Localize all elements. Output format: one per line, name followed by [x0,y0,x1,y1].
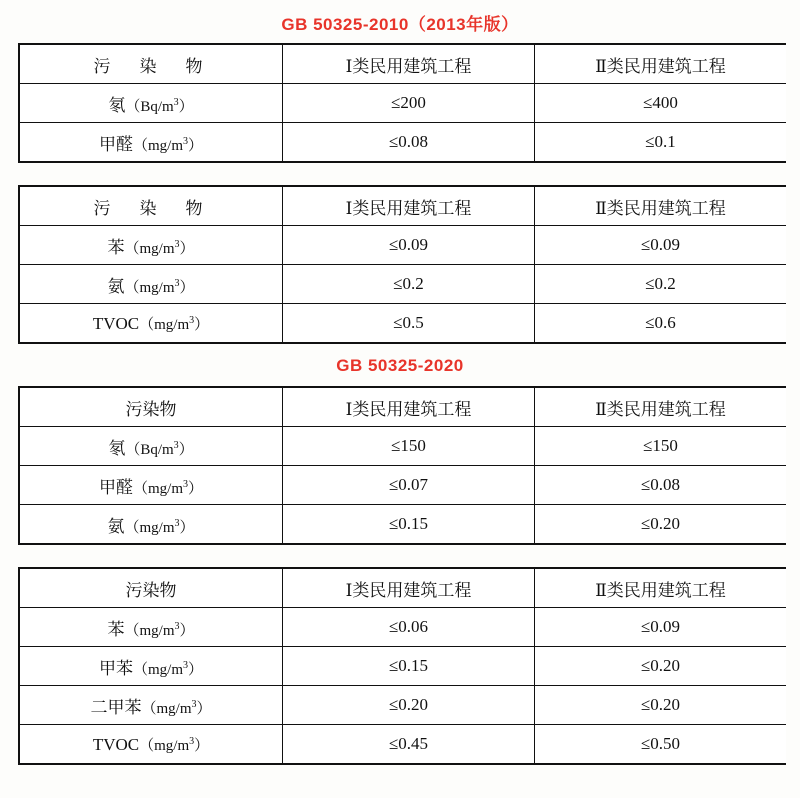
cell-value-class-2: ≤0.09 [535,226,787,265]
table-2010-benzene-ammonia-tvoc [18,185,786,344]
header-pollutant: 污 染 物 [20,45,283,84]
cell-pollutant [20,304,283,343]
cell-value-class-1: ≤200 [283,84,535,123]
pollutant-unit: $(Bq/m^3)$ [125,96,194,115]
cell-pollutant [20,686,283,725]
cell-value-class-2: ≤0.50 [535,725,787,764]
cell-value-class-2: ≤0.09 [535,608,787,647]
pollutant-unit: $(mg/m^3)$ [124,620,195,639]
header-class-2: Ⅱ类民用建筑工程 [535,388,787,427]
table-spacer [18,545,782,567]
table-row [20,647,786,686]
cell-value-class-2: ≤0.1 [535,123,787,162]
header-class-2: Ⅱ类民用建筑工程 [535,187,787,226]
cell-value-class-2: ≤0.20 [535,647,787,686]
pollutant-name: 甲苯 [98,658,133,678]
pollutant-unit: $(mg/m^3)$ [124,277,195,296]
cell-value-class-1: ≤0.06 [283,608,535,647]
cell-pollutant [20,647,283,686]
pollutant-name: TVOC [92,313,140,333]
cell-value-class-1: ≤0.5 [283,304,535,343]
cell-value-class-1: ≤0.15 [283,647,535,686]
cell-value-class-1: ≤0.45 [283,725,535,764]
table-row [20,505,786,544]
table-2020-radon-formaldehyde-ammonia [18,386,786,545]
table-2010-radon-formaldehyde [18,43,786,163]
cell-value-class-2: ≤0.20 [535,686,787,725]
cell-pollutant [20,123,283,162]
table-row [20,265,786,304]
header-class-1: Ⅰ类民用建筑工程 [283,569,535,608]
cell-pollutant [20,265,283,304]
pollutant-name: 氨 [107,276,125,296]
cell-value-class-1: ≤0.07 [283,466,535,505]
pollutant-name: 氡 [108,95,126,115]
cell-value-class-1: ≤0.20 [283,686,535,725]
cell-value-class-2: ≤0.08 [535,466,787,505]
header-pollutant: 污染物 [20,388,283,427]
table-row [20,608,786,647]
header-class-2: Ⅱ类民用建筑工程 [535,569,787,608]
header-class-1: Ⅰ类民用建筑工程 [283,187,535,226]
pollutant-unit: $(mg/m^3)$ [124,517,195,536]
table-row [20,84,786,123]
table-spacer [18,163,782,185]
cell-pollutant [20,608,283,647]
cell-value-class-1: ≤0.09 [283,226,535,265]
pollutant-name: TVOC [92,734,140,754]
section-title-2020: GB 50325-2020 [336,356,464,375]
pollutant-unit: $(mg/m^3)$ [132,478,204,497]
table-header-row [20,388,786,427]
pollutant-unit: $(Bq/m^3)$ [125,439,194,458]
cell-pollutant [20,725,283,764]
pollutant-name: 氡 [108,438,126,458]
cell-value-class-1: ≤0.15 [283,505,535,544]
pollutant-name: 苯 [107,237,125,257]
header-class-2: Ⅱ类民用建筑工程 [535,45,787,84]
table-row [20,304,786,343]
cell-pollutant [20,505,283,544]
section-title-2010: GB 50325-2010（2013年版） [281,15,519,34]
table-row [20,427,786,466]
pollutant-name: 甲醛 [98,134,133,154]
cell-pollutant [20,226,283,265]
table-header-row [20,45,786,84]
cell-value-class-1: ≤150 [283,427,535,466]
cell-value-class-2: ≤0.6 [535,304,787,343]
table-row [20,466,786,505]
pollutant-name: 二甲苯 [90,697,142,717]
cell-value-class-1: ≤0.2 [283,265,535,304]
pollutant-name: 甲醛 [98,477,133,497]
table-row [20,226,786,265]
cell-pollutant [20,84,283,123]
cell-value-class-2: ≤150 [535,427,787,466]
pollutant-name: 氨 [107,516,125,536]
table-row [20,686,786,725]
cell-value-class-2: ≤400 [535,84,787,123]
pollutant-unit: $(mg/m^3)$ [139,314,210,333]
header-class-1: Ⅰ类民用建筑工程 [283,388,535,427]
table-row [20,123,786,162]
cell-value-class-2: ≤0.2 [535,265,787,304]
pollutant-name: 苯 [107,619,125,639]
header-pollutant: 污染物 [20,569,283,608]
table-header-row [20,569,786,608]
header-pollutant: 污 染 物 [20,187,283,226]
cell-pollutant [20,466,283,505]
table-2020-benzene-toluene-xylene-tvoc [18,567,786,765]
pollutant-unit: $(mg/m^3)$ [132,135,204,154]
table-header-row [20,187,786,226]
pollutant-unit: $(mg/m^3)$ [139,735,210,754]
cell-value-class-2: ≤0.20 [535,505,787,544]
pollutant-unit: $(mg/m^3)$ [132,659,204,678]
cell-pollutant [20,427,283,466]
header-class-1: Ⅰ类民用建筑工程 [283,45,535,84]
pollutant-unit: $(mg/m^3)$ [124,238,195,257]
pollutant-unit: $(mg/m^3)$ [141,698,212,717]
cell-value-class-1: ≤0.08 [283,123,535,162]
table-row [20,725,786,764]
